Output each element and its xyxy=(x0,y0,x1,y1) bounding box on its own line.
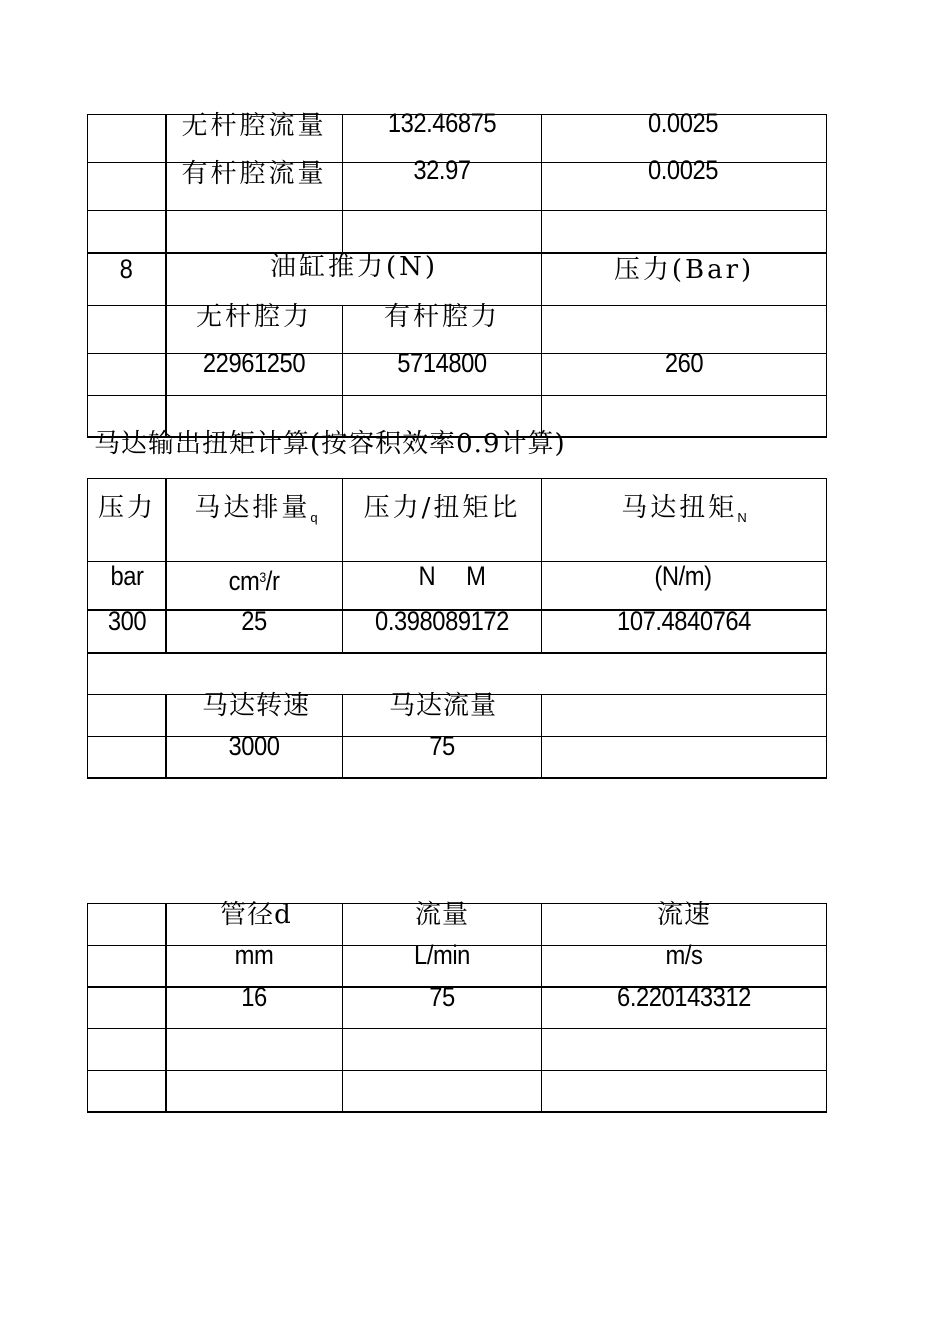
displacement-header-label: 马达排量 xyxy=(194,493,311,523)
pipe-diameter-header: 管径d xyxy=(220,900,292,930)
rod-flow-coef: 0.0025 xyxy=(647,155,719,185)
displacement-unit-base: cm xyxy=(228,566,260,596)
pressure-value: 260 xyxy=(664,348,704,378)
grid-line xyxy=(87,210,827,211)
flow-value: 75 xyxy=(429,982,455,1012)
motor-speed-label: 马达转速 xyxy=(201,691,311,721)
ratio-unit: N M xyxy=(418,561,486,591)
pressure-value-300: 300 xyxy=(107,606,147,636)
rodless-flow-coef: 0.0025 xyxy=(647,108,719,138)
rod-flow-value: 32.97 xyxy=(413,155,471,185)
rod-flow-label: 有杆腔流量 xyxy=(181,159,327,189)
velocity-header: 流速 xyxy=(656,900,712,930)
motor-speed-value: 3000 xyxy=(228,731,280,761)
grid-line xyxy=(87,903,88,1113)
rod-force-label: 有杆腔力 xyxy=(383,302,501,332)
displacement-unit-exp: 3 xyxy=(259,569,266,585)
grid-line xyxy=(87,478,827,479)
grid-line xyxy=(87,114,88,254)
grid-line xyxy=(541,114,542,254)
displacement-header xyxy=(194,493,317,533)
row-index: 8 xyxy=(119,254,133,284)
grid-line xyxy=(541,252,542,437)
grid-line xyxy=(165,694,167,778)
velocity-unit: m/s xyxy=(665,940,703,970)
rod-force-value: 5714800 xyxy=(397,348,487,378)
torque-subscript: N xyxy=(737,510,747,525)
displacement-value: 25 xyxy=(241,606,267,636)
grid-line xyxy=(165,903,167,1113)
grid-line xyxy=(342,305,343,437)
grid-line xyxy=(826,114,827,254)
ratio-value: 0.398089172 xyxy=(375,606,509,636)
displacement-unit-tail: /r xyxy=(265,566,280,596)
grid-line xyxy=(826,252,827,437)
grid-line xyxy=(541,694,542,778)
rodless-flow-label: 无杆腔流量 xyxy=(181,111,327,141)
grid-line xyxy=(87,1070,827,1071)
grid-line xyxy=(826,903,827,1113)
rodless-force-value: 22961250 xyxy=(202,348,306,378)
grid-line xyxy=(87,1111,827,1113)
velocity-value: 6.220143312 xyxy=(617,982,751,1012)
rodless-flow-value: 132.46875 xyxy=(387,108,497,138)
diameter-value: 16 xyxy=(241,982,267,1012)
grid-line xyxy=(87,736,827,737)
grid-line xyxy=(87,252,827,254)
grid-line xyxy=(87,652,827,654)
pressure-bar-header: 压力(Bar) xyxy=(613,255,755,285)
grid-line xyxy=(165,478,167,653)
grid-line xyxy=(826,478,827,778)
grid-line xyxy=(165,252,167,437)
motor-flow-value: 75 xyxy=(429,731,455,761)
grid-line xyxy=(541,478,542,653)
grid-line xyxy=(342,694,343,778)
displacement-subscript: q xyxy=(310,510,318,525)
pressure-torque-ratio-header: 压力/扭矩比 xyxy=(363,493,521,523)
grid-line xyxy=(87,777,827,779)
grid-line xyxy=(165,114,167,254)
grid-line xyxy=(87,252,88,437)
grid-line xyxy=(342,114,343,254)
cylinder-thrust-title: 油缸推力(N) xyxy=(269,252,439,282)
grid-line xyxy=(87,478,88,778)
diameter-unit: mm xyxy=(234,940,274,970)
grid-line xyxy=(541,903,542,1113)
flow-header: 流量 xyxy=(414,900,470,930)
pressure-header: 压力 xyxy=(97,493,157,523)
motor-torque-heading: 马达输出扭矩计算(按容积效率0.9计算) xyxy=(94,429,566,459)
grid-line xyxy=(342,478,343,653)
grid-line xyxy=(87,1028,827,1029)
flow-unit: L/min xyxy=(414,940,470,970)
pressure-unit: bar xyxy=(110,561,144,591)
torque-unit: (N/m) xyxy=(654,561,712,591)
motor-flow-label: 马达流量 xyxy=(388,691,498,721)
torque-value: 107.4840764 xyxy=(617,606,751,636)
rodless-force-label: 无杆腔力 xyxy=(195,302,313,332)
grid-line xyxy=(342,903,343,1113)
motor-torque-header-label: 马达扭矩 xyxy=(621,493,738,523)
grid-line xyxy=(87,395,827,396)
motor-torque-header xyxy=(621,493,746,533)
displacement-unit xyxy=(229,562,280,596)
